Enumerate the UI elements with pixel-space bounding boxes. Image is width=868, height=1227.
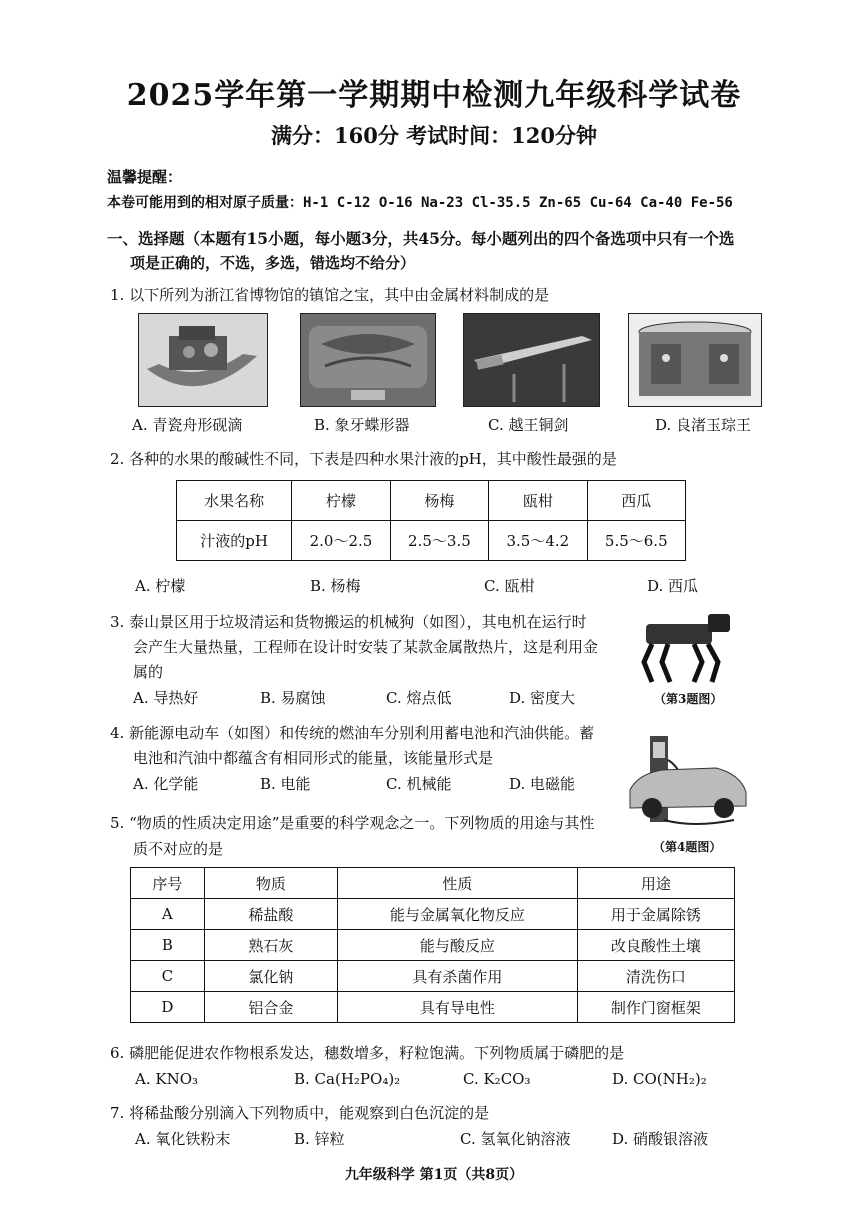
q7-option-c[interactable]: C. 氢氧化钠溶液 [460,1130,571,1148]
q1-image-celadon-boat [138,313,268,407]
q5-table-cell: C [131,961,205,992]
q3-option-d[interactable]: D. 密度大 [509,689,576,707]
q1-option-c[interactable]: C. 越王铜剑 [488,416,569,434]
q7-option-a[interactable]: A. 氧化铁粉末 [135,1130,231,1148]
exam-subtitle: 满分：160分 考试时间：120分钟 [271,123,597,148]
q1-option-b[interactable]: B. 象牙蝶形器 [314,416,410,434]
q5-table-cell: 制作门窗框架 [577,992,734,1023]
q2-table-cell: 2.5～3.5 [390,521,488,561]
q5-table-cell: 具有杀菌作用 [338,961,578,992]
q7-stem: 7. 将稀盐酸分别滴入下列物质中，能观察到白色沉淀的是 [110,1104,490,1122]
q2-header-cell: 杨梅 [390,481,488,521]
q5-header-cell: 序号 [131,868,205,899]
q2-header-cell: 柠檬 [292,481,390,521]
q3-option-c[interactable]: C. 熔点低 [386,689,452,707]
q2-option-c[interactable]: C. 瓯柑 [484,577,535,595]
q5-table-cell: D [131,992,205,1023]
q3-option-a[interactable]: A. 导热好 [133,689,199,707]
q1-image-bronze-sword [463,313,600,407]
q5-properties-table [130,867,735,1023]
q4-image-ev-charging [624,730,752,830]
q5-table-cell: 能与金属氧化物反应 [338,899,578,930]
section-heading-line2: 项是正确的，不选，多选，错选均不给分） [130,254,416,272]
q3-image-robot-dog [628,604,742,688]
q5-table-cell: 铝合金 [204,992,337,1023]
q6-option-c[interactable]: C. K₂CO₃ [463,1070,531,1088]
q2-option-a[interactable]: A. 柠檬 [135,577,186,595]
q4-stem-line1: 4. 新能源电动车（如图）和传统的燃油车分别利用蓄电池和汽油供能。蓄 [110,724,595,742]
q2-table-cell: 汁液的pH [177,521,292,561]
section-heading-line1: 一、选择题（本题有15小题，每小题3分，共45分。每小题列出的四个备选项中只有一个选 [107,229,735,248]
q2-header-cell: 瓯柑 [489,481,587,521]
q5-stem-line1: 5. “物质的性质决定用途”是重要的科学观念之一。下列物质的用途与其性 [110,814,595,832]
q2-table-cell: 2.0～2.5 [292,521,390,561]
q3-stem-line3: 属的 [133,663,164,681]
q2-header-cell: 西瓜 [587,481,685,521]
q4-option-c[interactable]: C. 机械能 [386,775,452,793]
q6-stem: 6. 磷肥能促进农作物根系发达，穗数增多，籽粒饱满。下列物质属于磷肥的是 [110,1044,625,1062]
q2-stem: 2. 各种的水果的酸碱性不同，下表是四种水果汁液的pH，其中酸性最强的是 [110,450,617,468]
q5-table-cell: 能与酸反应 [338,930,578,961]
q1-option-a[interactable]: A. 青瓷舟形砚滴 [132,416,243,434]
q3-option-b[interactable]: B. 易腐蚀 [260,689,326,707]
q3-stem-line2: 会产生大量热量，工程师在设计时安装了某款金属散热片，这是利用金 [133,638,599,656]
q4-figure-caption: （第4题图） [653,840,722,854]
q2-option-d[interactable]: D. 西瓜 [647,577,699,595]
page-footer: 九年级科学 第1页（共8页） [344,1167,524,1183]
q1-stem: 1. 以下所列为浙江省博物馆的镇馆之宝，其中由金属材料制成的是 [110,286,550,304]
q5-header-cell: 物质 [204,868,337,899]
q6-option-a[interactable]: A. KNO₃ [135,1070,199,1088]
q1-option-d[interactable]: D. 良渚玉琮王 [655,416,752,434]
q5-table-cell: 熟石灰 [204,930,337,961]
q5-table-cell: 改良酸性土壤 [577,930,734,961]
q6-option-d[interactable]: D. CO(NH₂)₂ [612,1070,707,1088]
q4-stem-line2: 电池和汽油中都蕴含有相同形式的能量，该能量形式是 [133,749,494,767]
q4-option-d[interactable]: D. 电磁能 [509,775,576,793]
q2-table-cell: 3.5～4.2 [489,521,587,561]
q1-image-ivory-butterfly [300,313,436,407]
q2-table-cell: 5.5～6.5 [587,521,685,561]
q5-header-cell: 用途 [577,868,734,899]
atomic-masses: 本卷可能用到的相对原子质量：H-1 C-12 O-16 Na-23 Cl-35.5 Zn-65 Cu-64 Ca-40 Fe-56 [107,195,733,211]
q2-header-cell: 水果名称 [177,481,292,521]
q7-option-b[interactable]: B. 锌粒 [294,1130,345,1148]
q6-option-b[interactable]: B. Ca(H₂PO₄)₂ [294,1070,401,1088]
q7-option-d[interactable]: D. 硝酸银溶液 [612,1130,709,1148]
q5-table-cell: B [131,930,205,961]
q4-option-b[interactable]: B. 电能 [260,775,311,793]
q2-option-b[interactable]: B. 杨梅 [310,577,361,595]
q5-table-cell: 稀盐酸 [204,899,337,930]
q5-table-cell: 具有导电性 [338,992,578,1023]
q5-table-cell: 用于金属除锈 [577,899,734,930]
exam-title: 2025学年第一学期期中检测九年级科学试卷 [126,78,742,113]
q1-image-jade-cong [628,313,762,407]
q5-table-cell: A [131,899,205,930]
q5-header-cell: 性质 [338,868,578,899]
q5-table-cell: 氯化钠 [204,961,337,992]
q5-stem-line2: 质不对应的是 [133,840,224,858]
q3-figure-caption: （第3题图） [654,692,723,706]
q2-ph-table [176,480,686,561]
q3-stem-line1: 3. 泰山景区用于垃圾清运和货物搬运的机械狗（如图），其电机在运行时 [110,613,587,631]
notice-label: 温馨提醒： [107,168,183,186]
q4-option-a[interactable]: A. 化学能 [133,775,199,793]
q5-table-cell: 清洗伤口 [577,961,734,992]
